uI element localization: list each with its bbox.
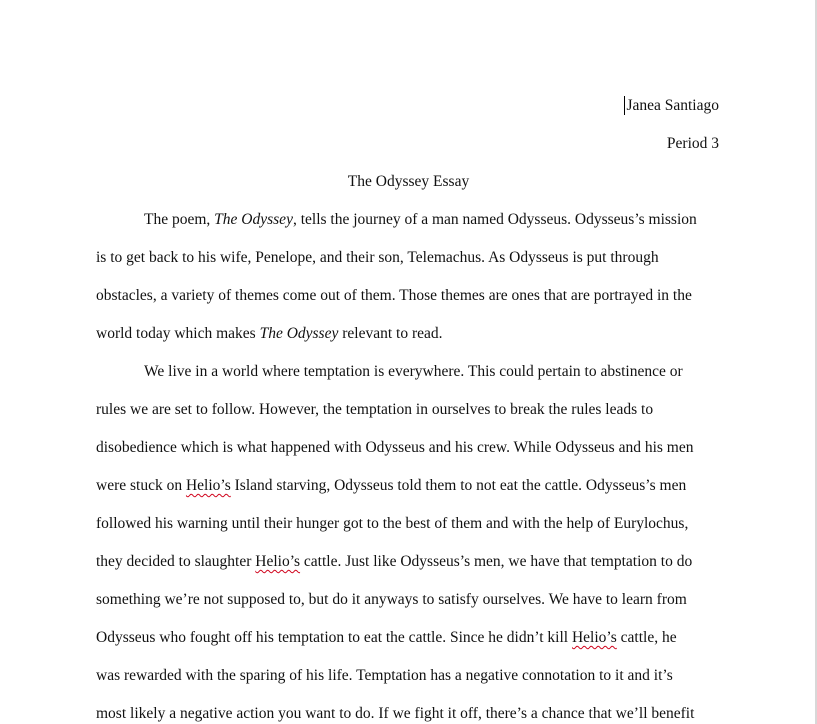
class-period[interactable]: Period 3 [666,135,719,152]
paragraph-line[interactable] [96,628,677,648]
text-run: The poem, [144,211,215,228]
paragraph-line[interactable]: was rewarded with the sparing of his life. Temptation has a negative connotation to it and it’s [96,667,673,684]
text-run: Odysseus who fought off his temptation to eat the cattle. Since he didn’t kill [96,629,572,646]
text-run: they decided to slaughter [96,553,256,570]
paragraph-line[interactable]: most likely a negative action you want to do. If we fight it off, there’s a chance that we’ll benefit [96,705,695,722]
essay-title[interactable]: The Odyssey Essay [347,173,470,190]
italic-title: The Odyssey [259,325,339,342]
misspelled-word[interactable]: Helio’s [571,629,617,646]
paragraph-line[interactable]: followed his warning until their hunger got to the best of them and with the help of Eurylochus, [96,515,689,532]
text-run: cattle, he [616,629,677,646]
paragraph-line[interactable]: obstacles, a variety of themes come out of them. Those themes are ones that are portrayed in the [96,287,692,304]
text-run: were stuck on [96,477,186,494]
italic-title: The Odyssey [214,211,293,228]
misspelled-word[interactable]: Helio’s [185,477,231,494]
paragraph-line[interactable] [96,476,686,496]
paragraph-line[interactable] [96,324,443,344]
paragraph-line[interactable] [96,552,692,572]
paragraph-line[interactable]: We live in a world where temptation is everywhere. This could pertain to abstinence or [144,363,683,380]
text-cursor [624,96,625,115]
paragraph-line[interactable]: something we’re not supposed to, but do it anyways to satisfy ourselves. We have to learn from [96,591,687,608]
text-run: cattle. Just like Odysseus’s men, we have that temptation to do [300,553,693,570]
text-run: Island starving, Odysseus told them to not eat the cattle. Odysseus’s men [230,477,687,494]
paragraph-line[interactable] [144,210,697,230]
paragraph-line[interactable]: is to get back to his wife, Penelope, and their son, Telemachus. As Odysseus is put through [96,249,659,266]
text-run: relevant to read. [338,325,443,342]
author-name[interactable]: Janea Santiago [626,97,719,114]
paragraph-line[interactable]: disobedience which is what happened with Odysseus and his crew. While Odysseus and his men [96,439,694,456]
paragraph-line[interactable]: rules we are set to follow. However, the temptation in ourselves to break the rules leads to [96,401,654,418]
text-run: world today which makes [96,325,260,342]
misspelled-word[interactable]: Helio’s [255,553,301,570]
text-run: , tells the journey of a man named Odysseus. Odysseus’s mission [292,211,697,228]
